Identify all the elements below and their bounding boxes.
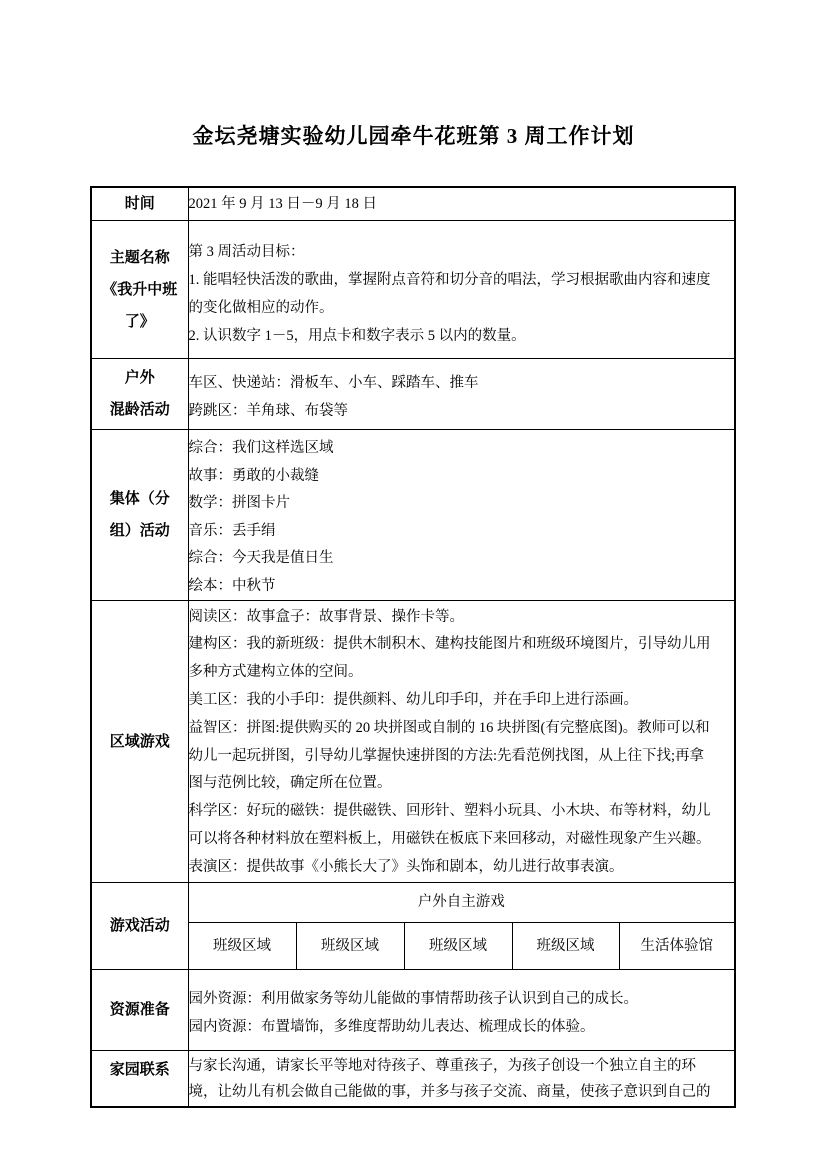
row-group-content (188, 430, 735, 601)
header-line: 了》 (124, 313, 155, 330)
header-line: 组）活动 (109, 523, 170, 539)
row-family (91, 1051, 735, 1108)
row-game-content (188, 883, 735, 970)
row-resource-header: 资源准备 (91, 970, 188, 1051)
weekly-plan-table (90, 186, 736, 1108)
content-line: 绘本：中秋节 (188, 577, 276, 594)
game-cell: 班级区域 (405, 923, 513, 969)
row-area-header: 区域游戏 (91, 601, 188, 883)
content-line: 的变化做相应的动作。 (188, 299, 334, 316)
header-line: 《我升中班 (102, 281, 178, 298)
header-line: 主题名称 (109, 249, 170, 266)
content-line: 图与范例比较，确定所在位置。 (188, 775, 392, 792)
game-cell: 班级区域 (513, 923, 620, 969)
row-outdoor (91, 359, 735, 430)
row-family-content (188, 1051, 735, 1108)
content-line: 园内资源：布置墙饰，多维度帮助幼儿表达、梳理成长的体验。 (188, 1019, 595, 1035)
content-line: 音乐：丢手绢 (188, 522, 276, 539)
header-line: 集体（分 (109, 491, 170, 507)
date-range: 2021 年 9 月 13 日－9 月 18 日 (188, 196, 377, 212)
content-line: 与家长沟通，请家长平等地对待孩子、尊重孩子，为孩子创设一个独立自主的环 (188, 1058, 696, 1074)
row-area (91, 601, 735, 883)
content-line: 多种方式建构立体的空间。 (188, 664, 363, 681)
game-subrow (189, 923, 735, 969)
row-outdoor-header (91, 359, 188, 430)
row-time-header: 时间 (91, 187, 188, 221)
content-line: 故事：勇敢的小裁缝 (188, 467, 319, 484)
row-resource-content (188, 970, 735, 1051)
content-line: 数学：拼图卡片 (188, 495, 290, 511)
row-resource (91, 970, 735, 1051)
content-line: 综合：我们这样选区域 (188, 440, 334, 456)
row-game (91, 883, 735, 970)
content-line: 第 3 周活动目标： (188, 243, 305, 260)
row-time (91, 187, 735, 221)
game-top-cell: 户外自主游戏 (189, 883, 735, 923)
content-line: 1. 能唱轻快活泼的歌曲，掌握附点音符和切分音的唱法，学习根据歌曲内容和速度 (188, 271, 711, 288)
row-game-header: 游戏活动 (91, 883, 188, 970)
content-line: 美工区：我的小手印：提供颜料、幼儿印手印，并在手印上进行添画。 (188, 691, 638, 708)
row-theme-header (91, 221, 188, 359)
row-group-header (91, 430, 188, 601)
content-line: 2. 认识数字 1－5，用点卡和数字表示 5 以内的数量。 (188, 327, 526, 344)
content-line: 园外资源：利用做家务等幼儿能做的事情帮助孩子认识到自己的成长。 (188, 991, 638, 1007)
content-line: 幼儿一起玩拼图，引导幼儿掌握快速拼图的方法:先看范例找图，从上往下找;再拿 (188, 747, 705, 764)
row-theme-content (188, 221, 735, 359)
content-line: 建构区：我的新班级：提供木制积木、建构技能图片和班级环境图片，引导幼儿用 (188, 636, 711, 653)
content-line: 阅读区：故事盒子：故事背景、操作卡等。 (188, 608, 464, 625)
row-group (91, 430, 735, 601)
game-cell: 班级区域 (189, 923, 297, 969)
row-family-header: 家园联系 (91, 1051, 188, 1108)
header-line: 户外 (124, 370, 155, 386)
row-outdoor-content (188, 359, 735, 430)
content-line: 科学区：好玩的磁铁：提供磁铁、回形针、塑料小玩具、小木块、布等材料，幼儿 (188, 803, 711, 820)
content-line: 跨跳区：羊角球、布袋等 (188, 402, 348, 419)
row-area-content (188, 601, 735, 883)
content-line: 境，让幼儿有机会做自己能做的事，并多与孩子交流、商量，使孩子意识到自己的 (188, 1084, 711, 1100)
content-line: 可以将各种材料放在塑料板上，用磁铁在板底下来回移动，对磁性现象产生兴趣。 (188, 830, 711, 847)
row-time-content (188, 187, 735, 221)
row-theme (91, 221, 735, 359)
content-line: 车区、快递站：滑板车、小车、踩踏车、推车 (188, 374, 479, 391)
content-line: 表演区：提供故事《小熊长大了》头饰和剧本，幼儿进行故事表演。 (188, 858, 624, 875)
game-cell: 班级区域 (297, 923, 405, 969)
header-line: 混龄活动 (109, 402, 170, 418)
content-line: 益智区：拼图:提供购买的 20 块拼图或自制的 16 块拼图(有完整底图)。教师可以和 (188, 719, 710, 736)
content-line: 综合：今天我是值日生 (188, 550, 334, 566)
document-title: 金坛尧塘实验幼儿园牵牛花班第 3 周工作计划 (192, 124, 635, 148)
game-cell: 生活体验馆 (640, 938, 713, 954)
